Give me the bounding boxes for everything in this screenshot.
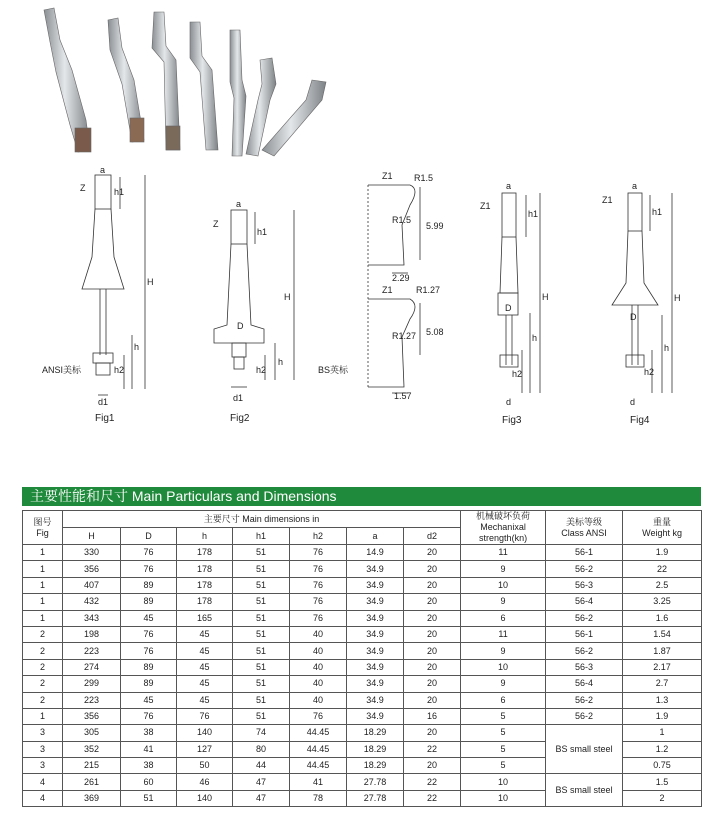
table-cell: 2 bbox=[23, 643, 63, 659]
product-photo bbox=[30, 0, 340, 160]
table-cell: 9 bbox=[461, 643, 546, 659]
table-cell: 16 bbox=[404, 708, 461, 724]
table-cell: 1 bbox=[23, 577, 63, 593]
section-banner: 主要性能和尺寸 Main Particulars and Dimensions bbox=[22, 487, 701, 506]
table-cell: 89 bbox=[121, 577, 177, 593]
table-cell: 4 bbox=[23, 774, 63, 790]
header-main-dimensions: 主要尺寸 Main dimensions in bbox=[63, 511, 461, 528]
header-weight: 重量 Weight kg bbox=[623, 511, 702, 545]
header-strength: 机械破坏负荷 Mechanixal strength(kn) bbox=[461, 511, 546, 545]
table-cell: 45 bbox=[177, 626, 233, 642]
fig1-caption: Fig1 bbox=[95, 413, 115, 424]
table-cell: 44.45 bbox=[290, 725, 347, 741]
table-cell: 51 bbox=[233, 708, 290, 724]
table-row bbox=[23, 626, 702, 642]
table-cell: 2 bbox=[23, 626, 63, 642]
table-cell: 6 bbox=[461, 610, 546, 626]
table-cell: 38 bbox=[121, 725, 177, 741]
fig1-label-h1: h1 bbox=[114, 187, 125, 197]
table-cell: 47 bbox=[233, 790, 290, 806]
table-cell: 51 bbox=[233, 643, 290, 659]
table-cell: 22 bbox=[623, 561, 702, 577]
table-cell: BS small steel bbox=[546, 725, 623, 774]
table-cell: 20 bbox=[404, 561, 461, 577]
fig3-label-D: D bbox=[505, 303, 512, 313]
fig3-label-h2: h2 bbox=[512, 369, 523, 379]
bs-label-157: 1.57 bbox=[394, 391, 412, 401]
subheader-h: h bbox=[177, 528, 233, 545]
table-cell: 44.45 bbox=[290, 741, 347, 757]
table-cell: 34.9 bbox=[347, 561, 404, 577]
table-cell: 11 bbox=[461, 545, 546, 561]
table-cell: 34.9 bbox=[347, 692, 404, 708]
table-cell: 20 bbox=[404, 692, 461, 708]
table-cell: 178 bbox=[177, 577, 233, 593]
fig4-label-D: D bbox=[630, 312, 637, 322]
table-cell: 56-1 bbox=[546, 626, 623, 642]
table-cell: 127 bbox=[177, 741, 233, 757]
table-cell: 1.3 bbox=[623, 692, 702, 708]
table-cell: 198 bbox=[63, 626, 121, 642]
fig3-label-h1: h1 bbox=[528, 209, 539, 219]
table-cell: 51 bbox=[233, 561, 290, 577]
table-row bbox=[23, 725, 702, 741]
table-row bbox=[23, 692, 702, 708]
fig3-label-h: h bbox=[532, 333, 538, 343]
fig2-caption: Fig2 bbox=[230, 413, 250, 424]
table-cell: 56-1 bbox=[546, 545, 623, 561]
fig1-label-h: h bbox=[134, 342, 140, 352]
table-cell: 20 bbox=[404, 577, 461, 593]
table-cell: 18.29 bbox=[347, 741, 404, 757]
pin-photo-2 bbox=[108, 18, 144, 142]
table-cell: 20 bbox=[404, 758, 461, 774]
table-cell: 45 bbox=[121, 692, 177, 708]
table-cell: 22 bbox=[404, 741, 461, 757]
bs-label-r127-inner: R1.27 bbox=[392, 331, 417, 341]
bs-label-r127: R1.27 bbox=[416, 285, 441, 295]
table-cell: 305 bbox=[63, 725, 121, 741]
fig1-drawing bbox=[82, 175, 145, 395]
table-cell: 223 bbox=[63, 692, 121, 708]
pin-photo-1 bbox=[44, 8, 91, 152]
table-cell: 45 bbox=[177, 659, 233, 675]
table-cell: 1.9 bbox=[623, 708, 702, 724]
table-row bbox=[23, 708, 702, 724]
table-cell: 46 bbox=[177, 774, 233, 790]
table-row bbox=[23, 659, 702, 675]
table-cell: 60 bbox=[121, 774, 177, 790]
table-cell: 10 bbox=[461, 577, 546, 593]
table-cell: 223 bbox=[63, 643, 121, 659]
table-cell: 6 bbox=[461, 692, 546, 708]
technical-drawings bbox=[0, 165, 720, 435]
table-cell: 41 bbox=[121, 741, 177, 757]
table-cell: 1 bbox=[23, 594, 63, 610]
fig1-label-h2: h2 bbox=[114, 365, 125, 375]
table-cell: 1.9 bbox=[623, 545, 702, 561]
table-cell: 80 bbox=[233, 741, 290, 757]
table-cell: 27.78 bbox=[347, 774, 404, 790]
table-cell: 18.29 bbox=[347, 758, 404, 774]
table-cell: 5 bbox=[461, 758, 546, 774]
table-row bbox=[23, 643, 702, 659]
table-cell: 1 bbox=[23, 708, 63, 724]
table-cell: 356 bbox=[63, 708, 121, 724]
table-cell: 2.17 bbox=[623, 659, 702, 675]
fig3-label-a: a bbox=[506, 181, 512, 191]
header-fig: 图号 Fig bbox=[23, 511, 63, 545]
table-cell: 34.9 bbox=[347, 676, 404, 692]
fig4-label-d: d bbox=[630, 397, 636, 407]
fig4-caption: Fig4 bbox=[630, 415, 650, 426]
table-cell: 76 bbox=[121, 643, 177, 659]
table-cell: 51 bbox=[233, 610, 290, 626]
table-cell: 56-2 bbox=[546, 643, 623, 659]
fig2-label-h1: h1 bbox=[257, 227, 268, 237]
subheader-H: H bbox=[63, 528, 121, 545]
table-cell: 3 bbox=[23, 741, 63, 757]
table-cell: 51 bbox=[233, 692, 290, 708]
table-cell: 51 bbox=[233, 545, 290, 561]
table-cell: 356 bbox=[63, 561, 121, 577]
fig4-drawing bbox=[612, 193, 672, 393]
table-cell: 178 bbox=[177, 594, 233, 610]
table-cell: 89 bbox=[121, 676, 177, 692]
table-cell: 9 bbox=[461, 676, 546, 692]
table-cell: 76 bbox=[121, 626, 177, 642]
bs-label-229: 2.29 bbox=[392, 273, 410, 283]
fig4-label-a: a bbox=[632, 181, 638, 191]
subheader-a: a bbox=[347, 528, 404, 545]
table-cell: 20 bbox=[404, 725, 461, 741]
bs-label-r15: R1.5 bbox=[414, 173, 434, 183]
table-cell: 215 bbox=[63, 758, 121, 774]
table-cell: 74 bbox=[233, 725, 290, 741]
table-cell: 11 bbox=[461, 626, 546, 642]
table-cell: 51 bbox=[233, 577, 290, 593]
table-cell: 51 bbox=[233, 676, 290, 692]
table-cell: 22 bbox=[404, 790, 461, 806]
table-cell: 56-2 bbox=[546, 708, 623, 724]
fig2-label-D: D bbox=[237, 321, 244, 331]
table-cell: 40 bbox=[290, 676, 347, 692]
table-cell: 56-2 bbox=[546, 692, 623, 708]
table-cell: 1 bbox=[23, 610, 63, 626]
table-cell: 56-3 bbox=[546, 577, 623, 593]
table-cell: 5 bbox=[461, 708, 546, 724]
table-cell: 40 bbox=[290, 643, 347, 659]
table-cell: 1 bbox=[23, 545, 63, 561]
table-cell: 51 bbox=[233, 659, 290, 675]
table-cell: 34.9 bbox=[347, 659, 404, 675]
table-cell: 2 bbox=[623, 790, 702, 806]
subheader-d2: d2 bbox=[404, 528, 461, 545]
bs-label-599: 5.99 bbox=[426, 221, 444, 231]
table-cell: 34.9 bbox=[347, 643, 404, 659]
fig3-label-z1: Z1 bbox=[480, 201, 491, 211]
table-cell: 9 bbox=[461, 561, 546, 577]
table-cell: 10 bbox=[461, 790, 546, 806]
table-cell: 34.9 bbox=[347, 626, 404, 642]
table-cell: 56-4 bbox=[546, 594, 623, 610]
header-class: 美标等级 Class ANSI bbox=[546, 511, 623, 545]
table-cell: 2 bbox=[23, 676, 63, 692]
table-cell: 3.25 bbox=[623, 594, 702, 610]
table-cell: 78 bbox=[290, 790, 347, 806]
table-cell: 140 bbox=[177, 790, 233, 806]
table-cell: 330 bbox=[63, 545, 121, 561]
table-cell: 2 bbox=[23, 692, 63, 708]
table-cell: 1 bbox=[23, 561, 63, 577]
fig4-label-h2: h2 bbox=[644, 367, 655, 377]
table-cell: 45 bbox=[177, 692, 233, 708]
table-row bbox=[23, 774, 702, 790]
table-cell: 140 bbox=[177, 725, 233, 741]
fig3-label-d: d bbox=[506, 397, 512, 407]
table-cell: 76 bbox=[290, 594, 347, 610]
table-row bbox=[23, 577, 702, 593]
table-cell: 9 bbox=[461, 594, 546, 610]
table-cell: 1 bbox=[623, 725, 702, 741]
table-cell: 1.2 bbox=[623, 741, 702, 757]
specs-table bbox=[22, 510, 702, 807]
table-cell: 45 bbox=[121, 610, 177, 626]
table-cell: 343 bbox=[63, 610, 121, 626]
table-cell: 76 bbox=[290, 561, 347, 577]
table-cell: 89 bbox=[121, 659, 177, 675]
table-cell: 76 bbox=[177, 708, 233, 724]
table-cell: 299 bbox=[63, 676, 121, 692]
table-cell: 432 bbox=[63, 594, 121, 610]
fig1-label-d1: d1 bbox=[98, 397, 109, 407]
table-cell: 165 bbox=[177, 610, 233, 626]
table-cell: 76 bbox=[290, 545, 347, 561]
table-cell: 22 bbox=[404, 774, 461, 790]
table-cell: 76 bbox=[290, 577, 347, 593]
table-cell: 178 bbox=[177, 545, 233, 561]
table-cell: 20 bbox=[404, 676, 461, 692]
table-cell: 47 bbox=[233, 774, 290, 790]
fig1-label-a: a bbox=[100, 165, 106, 175]
table-cell: 3 bbox=[23, 758, 63, 774]
table-cell: 18.29 bbox=[347, 725, 404, 741]
fig3-drawing bbox=[498, 193, 540, 393]
table-cell: 34.9 bbox=[347, 594, 404, 610]
fig2-label-h2: h2 bbox=[256, 365, 267, 375]
fig3-label-H: H bbox=[542, 292, 549, 302]
table-cell: 20 bbox=[404, 659, 461, 675]
table-cell: 20 bbox=[404, 626, 461, 642]
fig1-label-z: Z bbox=[80, 183, 86, 193]
pin-photo-3 bbox=[152, 12, 180, 150]
table-cell: 51 bbox=[233, 626, 290, 642]
table-cell: 14.9 bbox=[347, 545, 404, 561]
fig4-label-h: h bbox=[664, 343, 670, 353]
table-cell: 40 bbox=[290, 659, 347, 675]
table-cell: 1.87 bbox=[623, 643, 702, 659]
table-row bbox=[23, 545, 702, 561]
table-cell: 34.9 bbox=[347, 577, 404, 593]
table-cell: 41 bbox=[290, 774, 347, 790]
table-cell: 45 bbox=[177, 676, 233, 692]
table-cell: 1.54 bbox=[623, 626, 702, 642]
table-cell: 4 bbox=[23, 790, 63, 806]
table-cell: 261 bbox=[63, 774, 121, 790]
table-cell: 76 bbox=[121, 561, 177, 577]
table-row bbox=[23, 610, 702, 626]
table-cell: 2 bbox=[23, 659, 63, 675]
table-row bbox=[23, 676, 702, 692]
table-cell: 20 bbox=[404, 594, 461, 610]
fig2-label-H: H bbox=[284, 292, 291, 302]
fig4-label-z1: Z1 bbox=[602, 195, 613, 205]
table-cell: 20 bbox=[404, 545, 461, 561]
fig2-label-a: a bbox=[236, 199, 242, 209]
bs-label-508: 5.08 bbox=[426, 327, 444, 337]
table-cell: 56-4 bbox=[546, 676, 623, 692]
specs-table-body bbox=[23, 545, 702, 807]
table-cell: 56-2 bbox=[546, 561, 623, 577]
pin-photo-4 bbox=[190, 22, 218, 150]
table-cell: 1.5 bbox=[623, 774, 702, 790]
table-cell: 20 bbox=[404, 610, 461, 626]
table-cell: 10 bbox=[461, 659, 546, 675]
table-cell: 40 bbox=[290, 692, 347, 708]
table-cell: 76 bbox=[121, 545, 177, 561]
bs-label-z1-bottom: Z1 bbox=[382, 285, 393, 295]
table-cell: 27.78 bbox=[347, 790, 404, 806]
table-cell: 56-3 bbox=[546, 659, 623, 675]
table-cell: 50 bbox=[177, 758, 233, 774]
fig4-label-H: H bbox=[674, 293, 681, 303]
table-cell: 178 bbox=[177, 561, 233, 577]
table-cell: 34.9 bbox=[347, 610, 404, 626]
table-cell: 45 bbox=[177, 643, 233, 659]
table-cell: 51 bbox=[233, 594, 290, 610]
table-cell: 352 bbox=[63, 741, 121, 757]
table-cell: 0.75 bbox=[623, 758, 702, 774]
table-cell: 5 bbox=[461, 725, 546, 741]
table-cell: 38 bbox=[121, 758, 177, 774]
bs-label-r15-inner: R1.5 bbox=[392, 215, 412, 225]
table-cell: 2.7 bbox=[623, 676, 702, 692]
fig4-label-h1: h1 bbox=[652, 207, 663, 217]
table-cell: 1.6 bbox=[623, 610, 702, 626]
fig2-label-d1: d1 bbox=[233, 393, 244, 403]
table-cell: BS small steel bbox=[546, 774, 623, 807]
table-row bbox=[23, 561, 702, 577]
table-cell: 76 bbox=[121, 708, 177, 724]
table-cell: 44 bbox=[233, 758, 290, 774]
fig1-label-std: ANSI美标 bbox=[42, 365, 82, 375]
subheader-D: D bbox=[121, 528, 177, 545]
table-cell: 369 bbox=[63, 790, 121, 806]
bs-label-z1-top: Z1 bbox=[382, 171, 393, 181]
table-cell: 51 bbox=[121, 790, 177, 806]
table-row bbox=[23, 594, 702, 610]
bs-label-std: BS英标 bbox=[318, 365, 349, 375]
table-cell: 56-2 bbox=[546, 610, 623, 626]
table-cell: 89 bbox=[121, 594, 177, 610]
fig2-label-z: Z bbox=[213, 219, 219, 229]
table-cell: 407 bbox=[63, 577, 121, 593]
table-cell: 5 bbox=[461, 741, 546, 757]
table-cell: 2.5 bbox=[623, 577, 702, 593]
pin-photo-5 bbox=[230, 30, 246, 156]
fig2-label-h: h bbox=[278, 357, 284, 367]
table-cell: 3 bbox=[23, 725, 63, 741]
fig3-caption: Fig3 bbox=[502, 415, 522, 426]
table-cell: 76 bbox=[290, 610, 347, 626]
table-cell: 40 bbox=[290, 626, 347, 642]
table-cell: 274 bbox=[63, 659, 121, 675]
subheader-h2: h2 bbox=[290, 528, 347, 545]
subheader-h1: h1 bbox=[233, 528, 290, 545]
table-cell: 76 bbox=[290, 708, 347, 724]
fig1-label-H: H bbox=[147, 277, 154, 287]
table-cell: 20 bbox=[404, 643, 461, 659]
table-cell: 34.9 bbox=[347, 708, 404, 724]
table-cell: 10 bbox=[461, 774, 546, 790]
table-cell: 44.45 bbox=[290, 758, 347, 774]
